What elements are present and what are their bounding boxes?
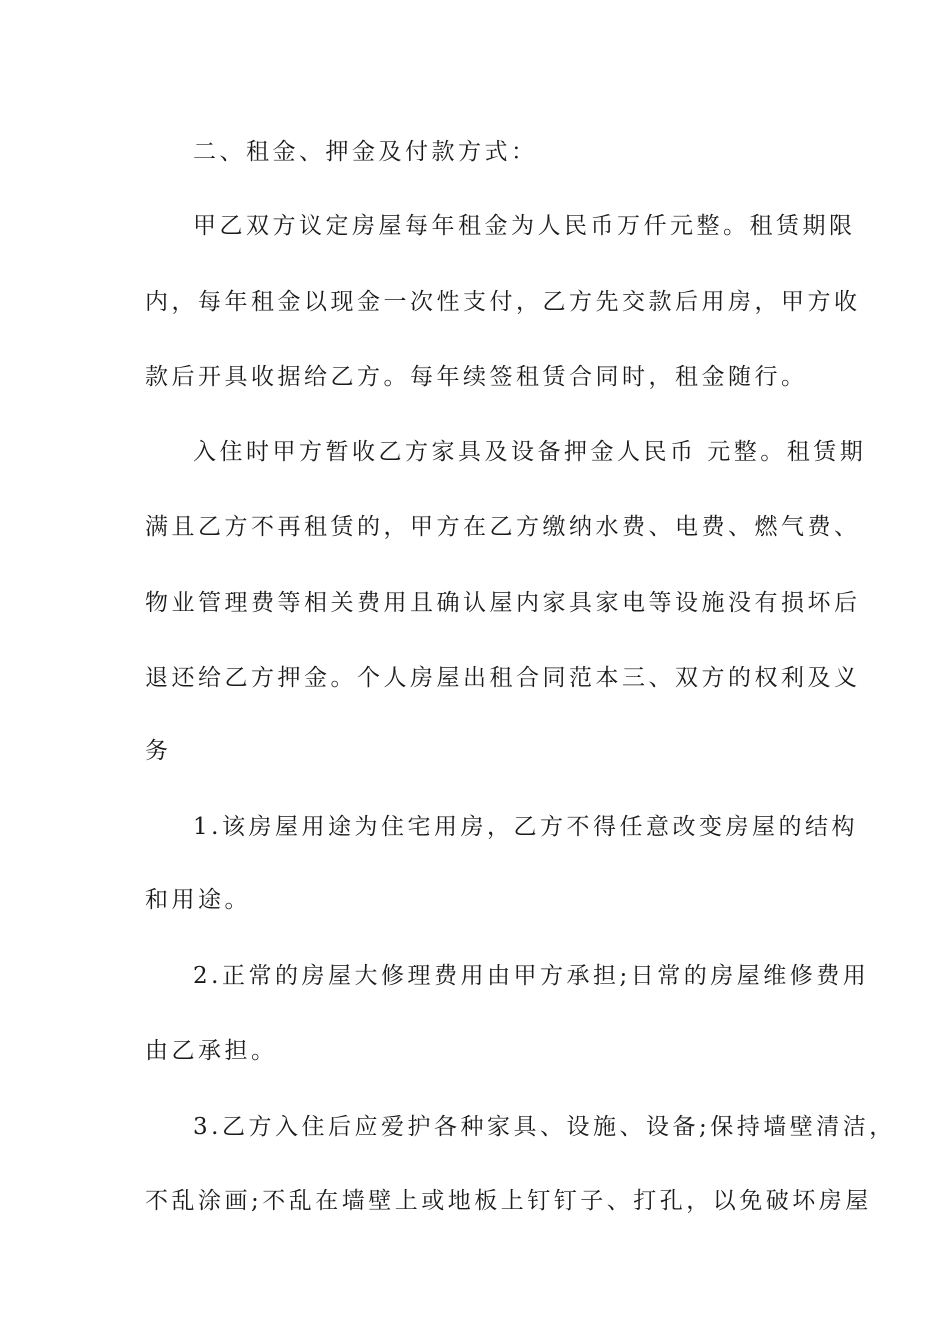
paragraph-line: 入住时甲方暂收乙方家具及设备押金人民币 元整。租赁期 [193, 439, 867, 465]
clause-3-line: 不乱涂画;不乱在墙壁上或地板上钉钉子、打孔，以免破坏房屋 [145, 1188, 872, 1214]
paragraph-line: 务 [145, 738, 172, 764]
clause-2-line: 2.正常的房屋大修理费用由甲方承担;日常的房屋维修费用 [193, 963, 870, 989]
section-heading-rent-deposit: 二、租金、押金及付款方式： [193, 139, 538, 165]
clause-3-line: 3.乙方入住后应爱护各种家具、设施、设备;保持墙壁清洁， [193, 1114, 896, 1140]
paragraph-line: 款后开具收据给乙方。每年续签租赁合同时，租金随行。 [145, 364, 808, 390]
paragraph-line: 物业管理费等相关费用且确认屋内家具家电等设施没有损坏后 [145, 590, 861, 616]
clause-1-line: 和用途。 [145, 887, 251, 913]
paragraph-line: 退还给乙方押金。个人房屋出租合同范本三、双方的权利及义 [145, 665, 861, 691]
clause-1-line: 1.该房屋用途为住宅用房，乙方不得任意改变房屋的结构 [193, 814, 858, 840]
clause-2-line: 由乙承担。 [145, 1038, 278, 1064]
paragraph-line: 满且乙方不再租赁的，甲方在乙方缴纳水费、电费、燃气费、 [145, 514, 861, 540]
paragraph-line: 内，每年租金以现金一次性支付，乙方先交款后用房，甲方收 [145, 289, 861, 315]
paragraph-line: 甲乙双方议定房屋每年租金为人民币万仟元整。租赁期限 [193, 213, 856, 239]
